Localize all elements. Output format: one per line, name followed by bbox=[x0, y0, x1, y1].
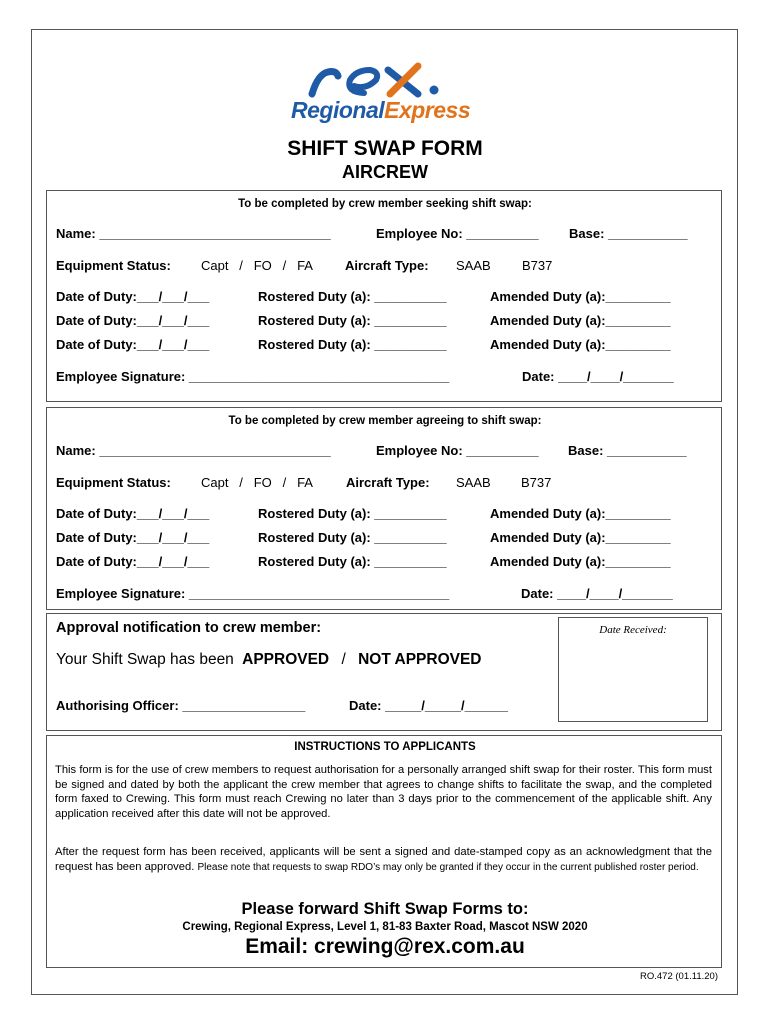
instructions-paragraph-1: This form is for the use of crew members to request authorisation for a personally arranged shift swap for their roster. This form must be signed and dated by both the applicant the crew member that agrees to change shifts to facilitate the swap, and the completed form faxed to Crewing. This form must reach Crewing no later than 3 days prior to the commencement of the applicable shift. Any application received after this date will not be approved. bbox=[55, 764, 712, 820]
equipment-status-options[interactable]: Capt / FO / FA bbox=[201, 258, 313, 273]
aircraft-option-saab[interactable]: SAAB bbox=[456, 258, 491, 273]
crewing-email[interactable]: Email: crewing@rex.com.au bbox=[245, 935, 525, 958]
date-received-box[interactable] bbox=[558, 617, 708, 722]
equipment-status-label: Equipment Status: bbox=[56, 258, 171, 273]
amended-duty-field[interactable]: Amended Duty (a):_________ bbox=[490, 554, 671, 569]
approval-status-prefix: Your Shift Swap has been bbox=[56, 651, 234, 668]
logo-word-express: Express bbox=[384, 97, 471, 123]
forward-heading: Please forward Shift Swap Forms to: bbox=[241, 900, 529, 918]
amended-duty-field[interactable]: Amended Duty (a):_________ bbox=[490, 313, 671, 328]
aircraft-type-label: Aircraft Type: bbox=[345, 258, 429, 273]
not-approved-option[interactable]: NOT APPROVED bbox=[358, 651, 482, 668]
base-field[interactable]: Base: ___________ bbox=[568, 443, 687, 458]
rostered-duty-field[interactable]: Rostered Duty (a): __________ bbox=[258, 506, 447, 521]
base-field[interactable]: Base: ___________ bbox=[569, 226, 688, 241]
aircraft-option-b737[interactable]: B737 bbox=[522, 258, 553, 273]
date-received-label: Date Received: bbox=[599, 624, 667, 636]
aircraft-option-b737[interactable]: B737 bbox=[521, 475, 552, 490]
employee-signature-field[interactable]: Employee Signature: ____________________________________ bbox=[56, 586, 450, 601]
form-title: SHIFT SWAP FORM bbox=[287, 137, 483, 160]
logo-word-regional: Regional bbox=[291, 97, 385, 123]
rostered-duty-field[interactable]: Rostered Duty (a): __________ bbox=[258, 530, 447, 545]
approval-separator: / bbox=[341, 651, 346, 668]
instructions-heading: INSTRUCTIONS TO APPLICANTS bbox=[294, 741, 476, 753]
form-reference: RO.472 (01.11.20) bbox=[640, 971, 718, 982]
rostered-duty-field[interactable]: Rostered Duty (a): __________ bbox=[258, 289, 447, 304]
date-of-duty-field[interactable]: Date of Duty:___/___/___ bbox=[56, 506, 210, 521]
rostered-duty-field[interactable]: Rostered Duty (a): __________ bbox=[258, 337, 447, 352]
authorising-officer-field[interactable]: Authorising Officer: _________________ bbox=[56, 698, 306, 713]
rex-logo-icon bbox=[306, 56, 446, 98]
aircraft-option-saab[interactable]: SAAB bbox=[456, 475, 491, 490]
name-field[interactable]: Name: ________________________________ bbox=[56, 443, 331, 458]
amended-duty-field[interactable]: Amended Duty (a):_________ bbox=[490, 289, 671, 304]
employee-signature-field[interactable]: Employee Signature: ____________________________________ bbox=[56, 369, 450, 384]
name-field[interactable]: Name: ________________________________ bbox=[56, 226, 331, 241]
rostered-duty-field[interactable]: Rostered Duty (a): __________ bbox=[258, 313, 447, 328]
date-of-duty-field[interactable]: Date of Duty:___/___/___ bbox=[56, 337, 210, 352]
instructions-paragraph-2 bbox=[55, 845, 712, 875]
amended-duty-field[interactable]: Amended Duty (a):_________ bbox=[490, 530, 671, 545]
signature-date-field[interactable]: Date: ____/____/_______ bbox=[521, 586, 673, 601]
date-of-duty-field[interactable]: Date of Duty:___/___/___ bbox=[56, 313, 210, 328]
aircraft-type-label: Aircraft Type: bbox=[346, 475, 430, 490]
section-agreeing-heading: To be completed by crew member agreeing to shift swap: bbox=[228, 415, 542, 427]
date-of-duty-field[interactable]: Date of Duty:___/___/___ bbox=[56, 289, 210, 304]
equipment-status-label: Equipment Status: bbox=[56, 475, 171, 490]
rostered-duty-field[interactable]: Rostered Duty (a): __________ bbox=[258, 554, 447, 569]
crewing-address: Crewing, Regional Express, Level 1, 81-83 Baxter Road, Mascot NSW 2020 bbox=[182, 921, 588, 933]
amended-duty-field[interactable]: Amended Duty (a):_________ bbox=[490, 337, 671, 352]
approval-date-field[interactable]: Date: _____/_____/______ bbox=[349, 698, 509, 713]
approval-heading: Approval notification to crew member: bbox=[56, 620, 322, 636]
employee-no-field[interactable]: Employee No: __________ bbox=[376, 226, 539, 241]
logo-wordmark bbox=[291, 97, 470, 124]
form-subtitle: AIRCREW bbox=[342, 162, 428, 182]
instructions-paragraph-2-note: Please note that requests to swap RDO’s may only be granted if they occur in the current published roster period. bbox=[197, 861, 699, 873]
approved-option[interactable]: APPROVED bbox=[242, 651, 330, 668]
equipment-status-options[interactable]: Capt / FO / FA bbox=[201, 475, 313, 490]
date-of-duty-field[interactable]: Date of Duty:___/___/___ bbox=[56, 554, 210, 569]
signature-date-field[interactable]: Date: ____/____/_______ bbox=[522, 369, 674, 384]
instructions-paragraph-2-main: After the request form has been received, applicants will be sent a signed and date-stamped copy as an acknowledgment that the request has been approved. bbox=[55, 846, 712, 873]
employee-no-field[interactable]: Employee No: __________ bbox=[376, 443, 539, 458]
approval-status-line bbox=[56, 651, 482, 669]
date-of-duty-field[interactable]: Date of Duty:___/___/___ bbox=[56, 530, 210, 545]
amended-duty-field[interactable]: Amended Duty (a):_________ bbox=[490, 506, 671, 521]
section-seeking-heading: To be completed by crew member seeking shift swap: bbox=[238, 198, 532, 210]
